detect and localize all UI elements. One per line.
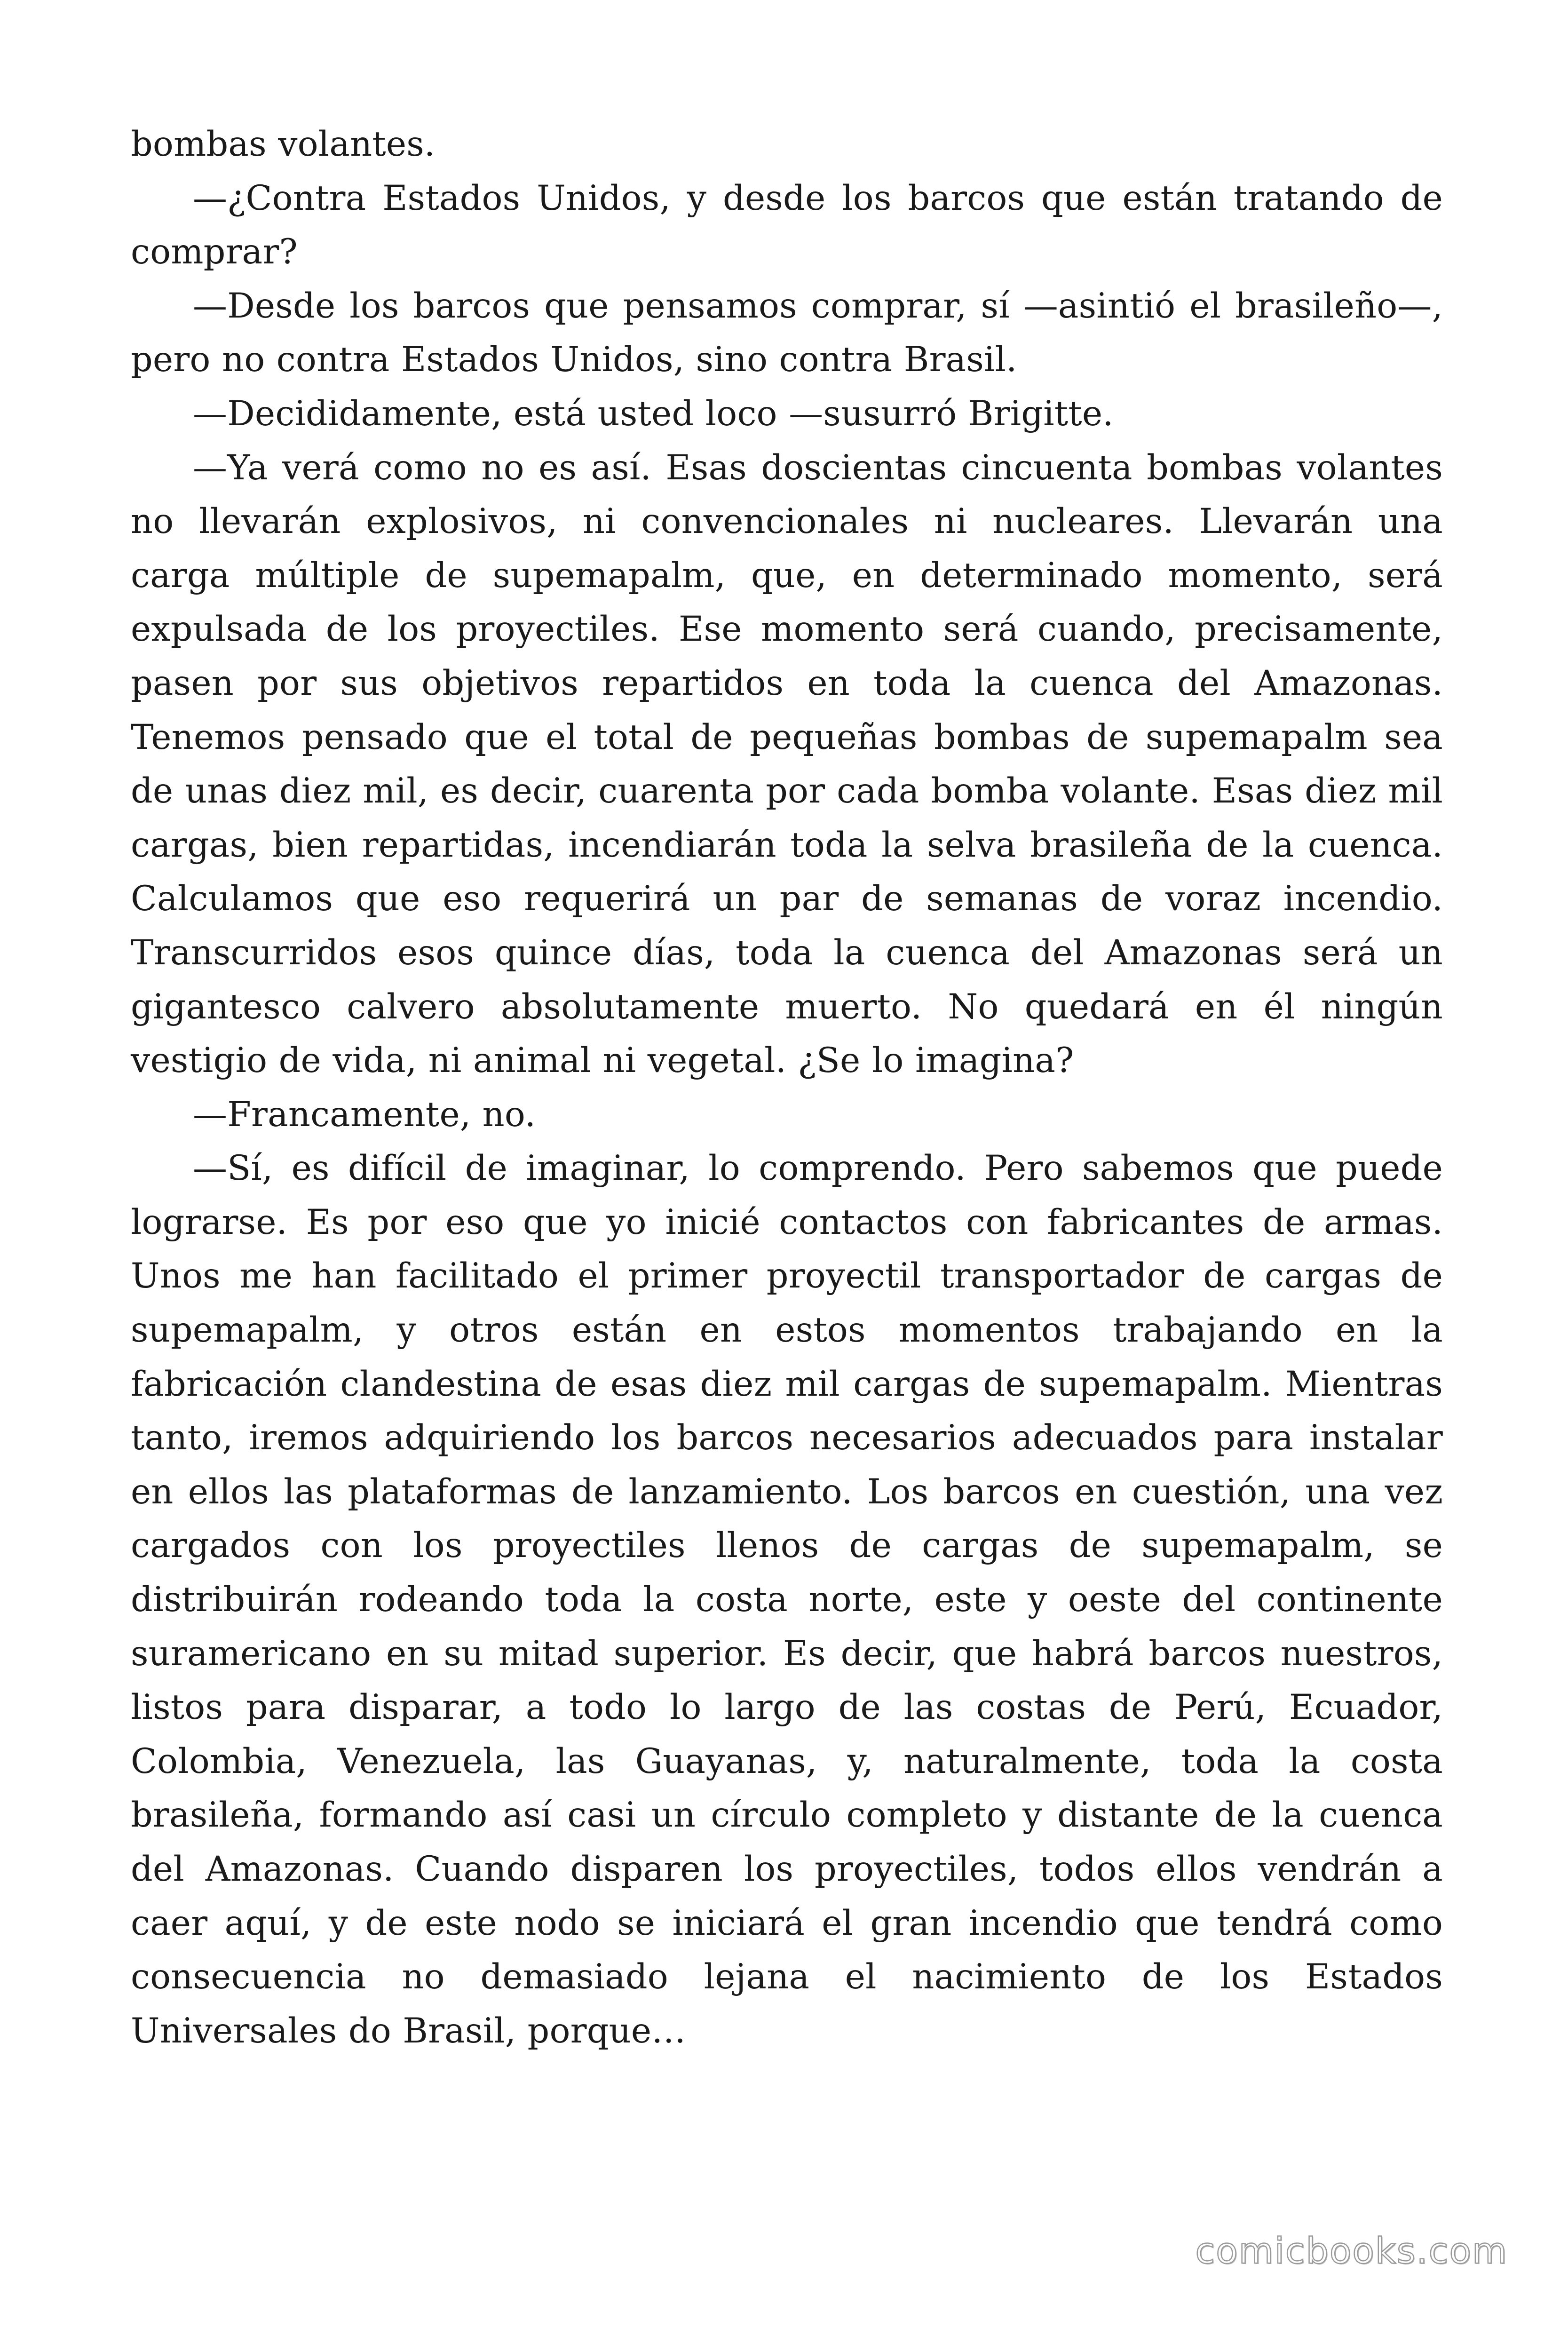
paragraph: —Francamente, no.: [193, 1094, 536, 1135]
site-watermark: comicbooks.com: [1195, 2230, 1508, 2272]
paragraph: —¿Contra Estados Unidos, y desde los barcos que están tratando de comprar?: [131, 178, 1443, 272]
book-page-body: [131, 118, 1443, 2058]
paragraph: —Ya verá como no es así. Esas doscientas cincuenta bombas volantes no llevarán explosivos, ni convencionales ni nucleares. Llevarán una carga múltiple de supemapalm, que, en determinado momento, será expulsada de los proyectiles. Ese momento será cuando, precisamente, pasen por sus objetivos repartidos en toda la cuenca del Amazonas. Tenemos pensado que el total de pequeñas bombas de supemapalm sea de unas diez mil, es decir, cuarenta por cada bomba volante. Esas diez mil cargas, bien repartidas, incendiarán toda la selva brasileña de la cuenca. Calculamos que eso requerirá un par de semanas de voraz incendio. Transcurridos esos quince días, toda la cuenca del Amazonas será un gigantesco calvero absolutamente muerto. No quedará en él ningún vestigio de vida, ni animal ni vegetal. ¿Se lo imagina?: [131, 447, 1443, 1081]
paragraph: —Desde los barcos que pensamos comprar, sí —asintió el brasileño—, pero no contra Estados Unidos, sino contra Brasil.: [131, 286, 1443, 380]
paragraph: —Sí, es difícil de imaginar, lo comprendo. Pero sabemos que puede lograrse. Es por eso que yo inicié contactos con fabricantes de armas. Unos me han facilitado el primer proyectil transportador de cargas de supemapalm, y otros están en estos momentos trabajando en la fabricación clandestina de esas diez mil cargas de supemapalm. Mientras tanto, iremos adquiriendo los barcos necesarios adecuados para instalar en ellos las plataformas de lanzamiento. Los barcos en cuestión, una vez cargados con los proyectiles llenos de cargas de supemapalm, se distribuirán rodeando toda la costa norte, este y oeste del continente suramericano en su mitad superior. Es decir, que habrá barcos nuestros, listos para disparar, a todo lo largo de las costas de Perú, Ecuador, Colombia, Venezuela, las Guayanas, y, naturalmente, toda la costa brasileña, formando así casi un círculo completo y distante de la cuenca del Amazonas. Cuando disparen los proyectiles, todos ellos vendrán a caer aquí, y de este nodo se iniciará el gran incendio que tendrá como consecuencia no demasiado lejana el nacimiento de los Estados Universales do Brasil, porque…: [131, 1148, 1443, 2051]
paragraph: bombas volantes.: [131, 124, 436, 164]
paragraph: —Decididamente, está usted loco —susurró Brigitte.: [193, 393, 1114, 434]
